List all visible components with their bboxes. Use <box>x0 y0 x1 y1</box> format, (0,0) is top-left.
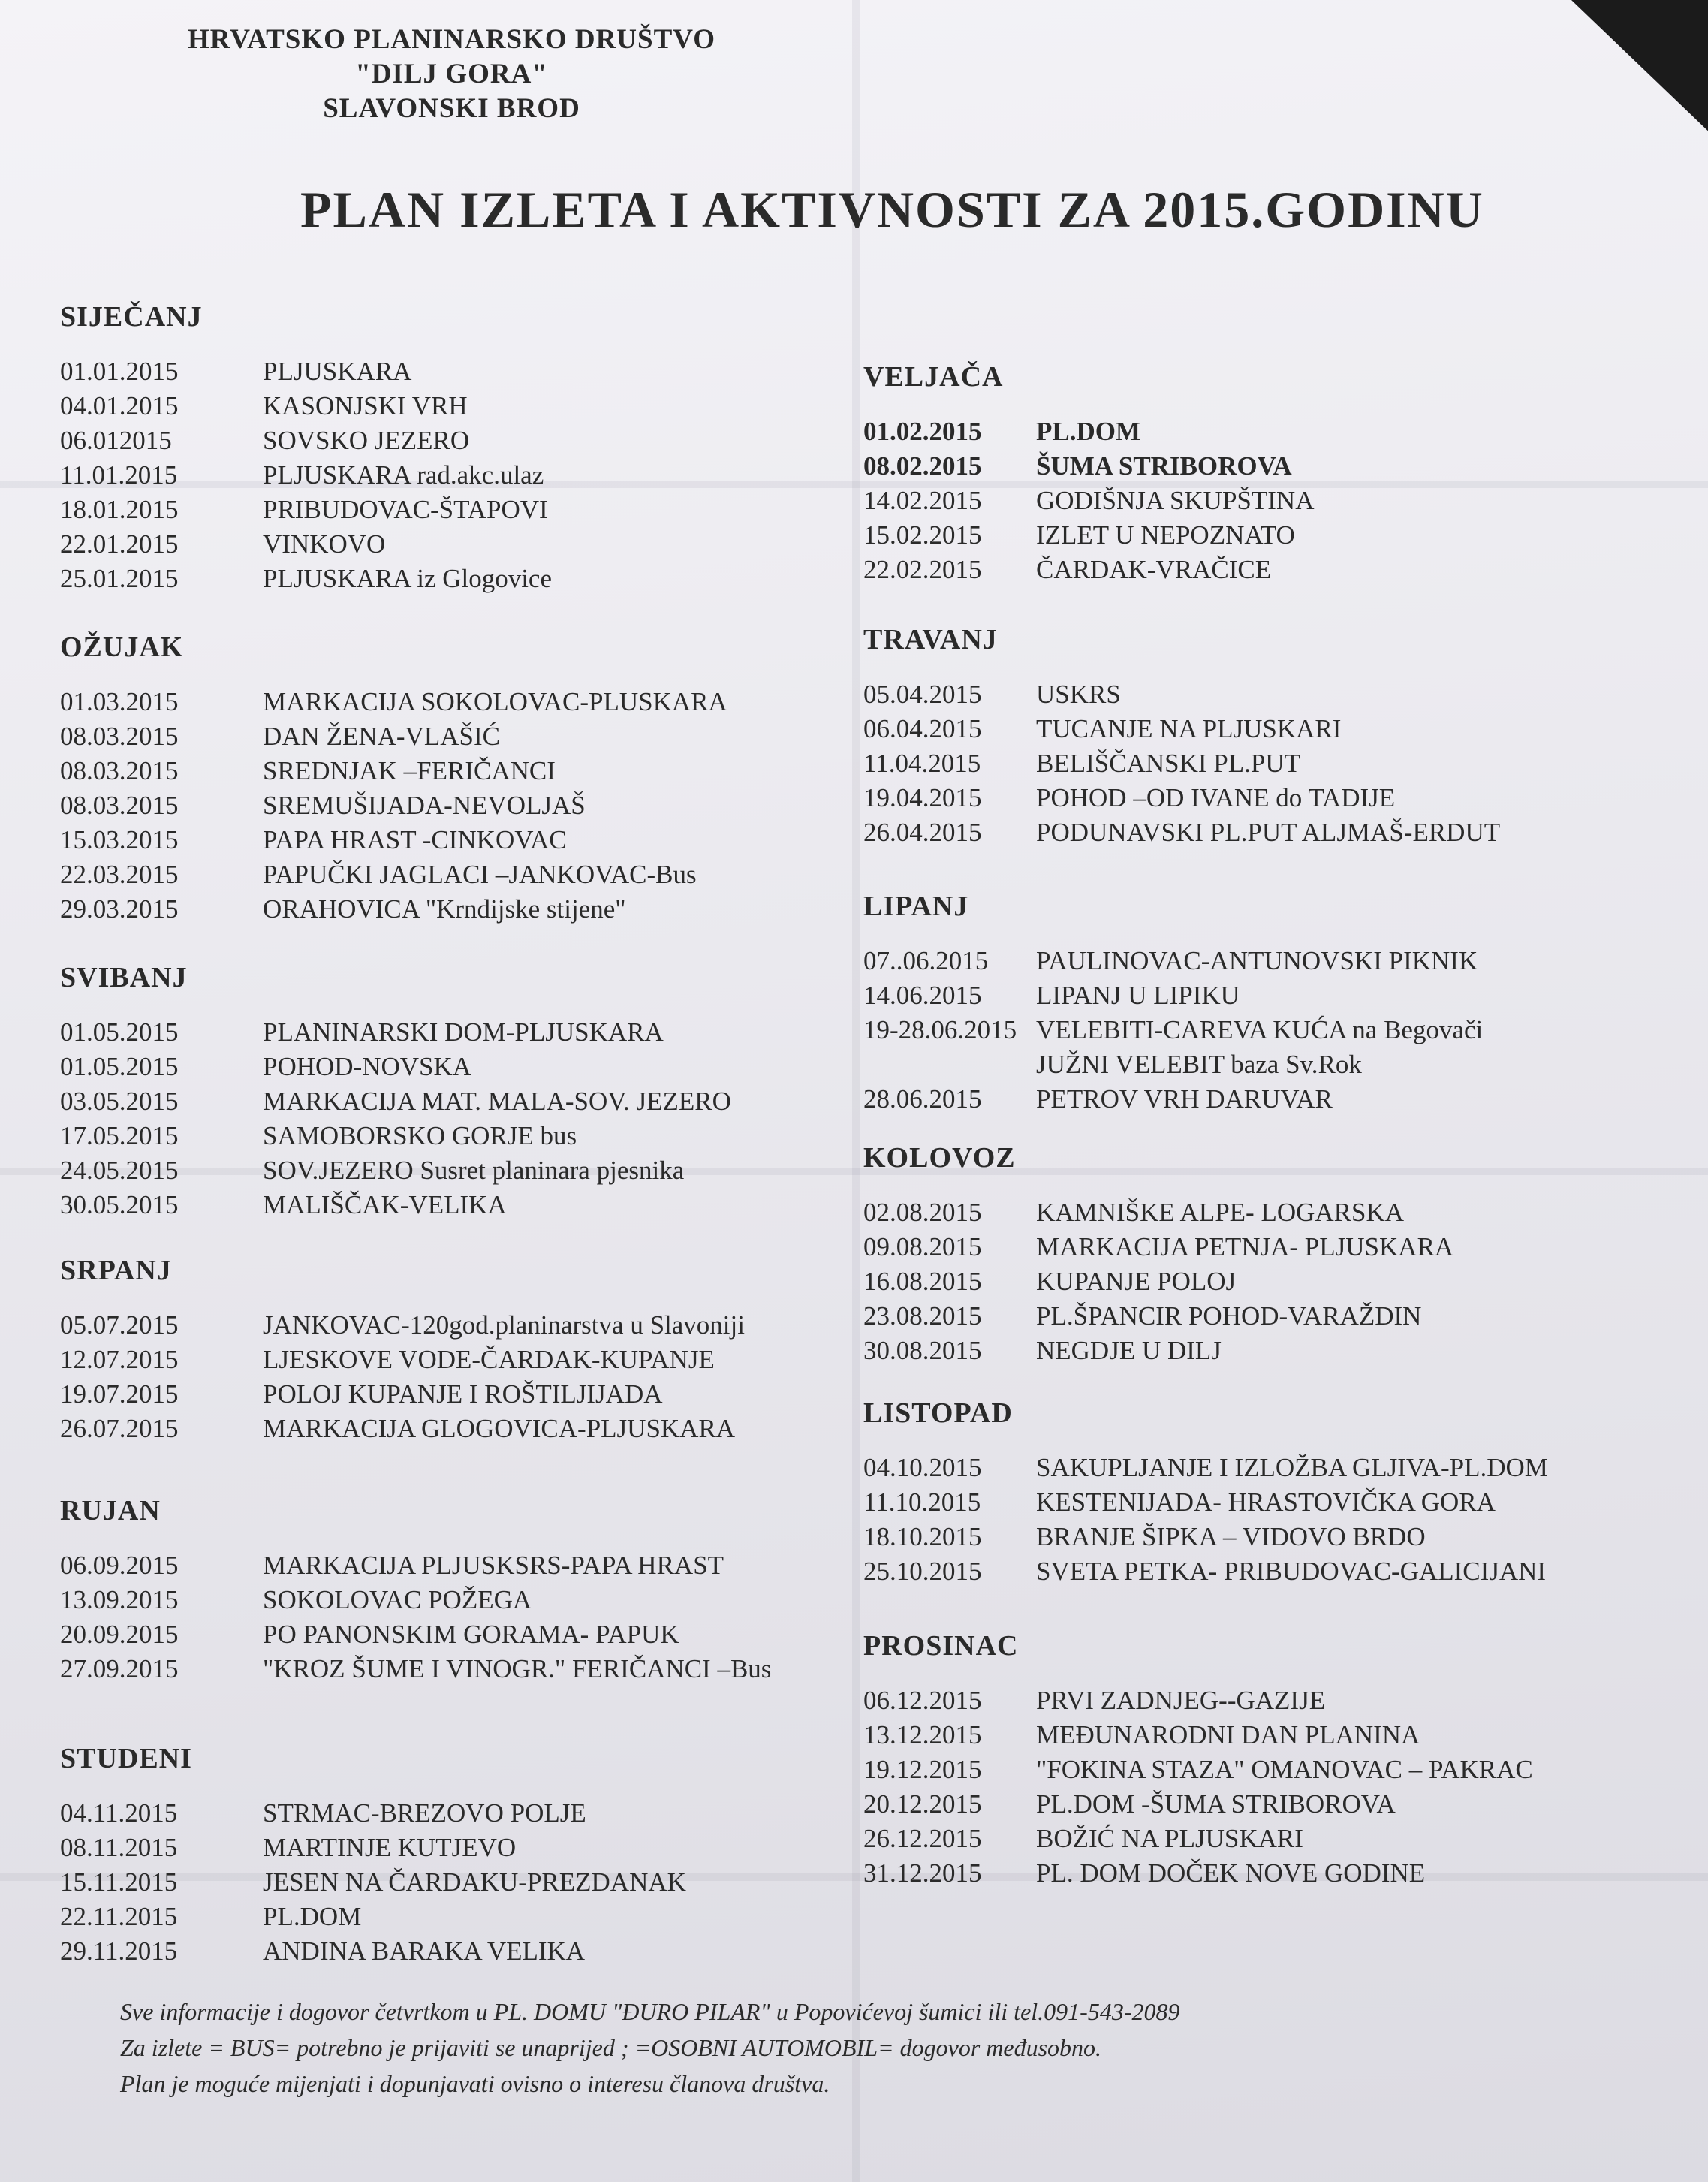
event-row <box>60 1831 686 1865</box>
event-activity: KESTENIJADA- HRASTOVIČKA GORA <box>1036 1487 1496 1517</box>
event-date: 02.08.2015 <box>863 1198 982 1227</box>
event-activity: POHOD –OD IVANE do TADIJE <box>1036 783 1396 812</box>
event-activity: VINKOVO <box>263 529 386 559</box>
event-row <box>863 1683 1533 1718</box>
month-block <box>863 890 1483 1117</box>
event-row <box>863 449 1314 484</box>
event-row <box>863 1554 1548 1589</box>
month-name: RUJAN <box>60 1495 161 1526</box>
event-date: 19-28.06.2015 <box>863 1015 1017 1044</box>
document-title: PLAN IZLETA I AKTIVNOSTI ZA 2015.GODINU <box>300 181 1484 238</box>
event-activity: MARKACIJA MAT. MALA-SOV. JEZERO <box>263 1086 731 1116</box>
event-row <box>60 389 552 423</box>
event-activity: LJESKOVE VODE-ČARDAK-KUPANJE <box>263 1345 715 1374</box>
event-row <box>60 1548 771 1583</box>
event-row <box>60 823 727 857</box>
event-activity: ŠUMA STRIBOROVA <box>1036 451 1292 481</box>
month-name: SRPANJ <box>60 1255 172 1286</box>
event-row <box>863 746 1500 781</box>
event-date: 30.05.2015 <box>60 1190 179 1219</box>
event-activity: ANDINA BARAKA VELIKA <box>263 1936 586 1966</box>
event-activity: SREMUŠIJADA-NEVOLJAŠ <box>263 791 586 820</box>
event-activity: JESEN NA ČARDAKU-PREZDANAK <box>263 1867 686 1897</box>
event-date: 05.04.2015 <box>863 680 982 709</box>
event-row <box>60 1652 771 1686</box>
event-row <box>60 719 727 754</box>
event-activity: LIPANJ U LIPIKU <box>1036 981 1240 1010</box>
event-activity: BELIŠČANSKI PL.PUT <box>1036 749 1300 778</box>
event-activity: PO PANONSKIM GORAMA- PAPUK <box>263 1620 679 1649</box>
event-date: 22.11.2015 <box>60 1902 178 1931</box>
event-activity: SAKUPLJANJE I IZLOŽBA GLJIVA-PL.DOM <box>1036 1453 1548 1482</box>
footer-line: Plan je moguće mijenjati i dopunjavati ovisno o interesu članova društva. <box>120 2070 830 2097</box>
event-activity: SOVSKO JEZERO <box>263 426 470 455</box>
event-activity: PL.DOM <box>1036 417 1141 446</box>
event-date: 08.03.2015 <box>60 756 179 785</box>
event-row <box>863 815 1500 850</box>
event-activity: MARKACIJA PLJUSKSRS-PAPA HRAST <box>263 1551 724 1580</box>
event-row <box>863 1195 1453 1230</box>
month-block <box>60 1254 745 1446</box>
event-activity: "KROZ ŠUME I VINOGR." FERIČANCI –Bus <box>263 1654 772 1683</box>
event-date: 15.03.2015 <box>60 825 179 854</box>
event-date: 07..06.2015 <box>863 946 989 975</box>
event-row <box>863 1787 1533 1822</box>
event-date: 05.07.2015 <box>60 1310 179 1340</box>
event-date: 22.02.2015 <box>863 555 982 584</box>
event-row <box>60 892 727 927</box>
event-activity: SOKOLOVAC POŽEGA <box>263 1585 532 1614</box>
event-row <box>863 1718 1533 1753</box>
event-activity: MALIŠČAK-VELIKA <box>263 1190 507 1219</box>
event-row <box>60 1900 686 1934</box>
event-date: 13.09.2015 <box>60 1585 179 1614</box>
event-activity: PAPA HRAST -CINKOVAC <box>263 825 567 854</box>
month-name: KOLOVOZ <box>863 1142 1016 1174</box>
event-row <box>863 781 1500 815</box>
month-name: OŽUJAK <box>60 631 184 663</box>
event-row <box>863 1299 1453 1334</box>
event-date: 06.09.2015 <box>60 1551 179 1580</box>
event-row <box>60 1343 745 1377</box>
event-date: 06.12.2015 <box>863 1686 982 1715</box>
month-name: PROSINAC <box>863 1630 1019 1662</box>
event-activity: MARKACIJA GLOGOVICA-PLJUSKARA <box>263 1414 736 1443</box>
event-row <box>60 1412 745 1446</box>
event-row <box>863 1047 1483 1082</box>
event-row <box>863 978 1483 1013</box>
event-activity: NEGDJE U DILJ <box>1036 1336 1222 1365</box>
event-row <box>60 1308 745 1343</box>
event-activity: PLJUSKARA iz Glogovice <box>263 564 552 593</box>
event-row <box>863 1264 1453 1299</box>
footer-line: Sve informacije i dogovor četvrtkom u PL. DOMU "ĐURO PILAR" u Popovićevoj šumici ili tel.091-543-2089 <box>120 1998 1180 2025</box>
event-row <box>863 1520 1548 1554</box>
event-activity: STRMAC-BREZOVO POLJE <box>263 1798 586 1828</box>
event-date: 14.06.2015 <box>863 981 982 1010</box>
event-date: 22.01.2015 <box>60 529 179 559</box>
month-name: LIPANJ <box>863 891 969 922</box>
event-row <box>863 553 1314 587</box>
event-activity: PRVI ZADNJEG--GAZIJE <box>1036 1686 1326 1715</box>
event-row <box>60 685 727 719</box>
event-date <box>863 1047 1036 1082</box>
event-activity: PL. DOM DOČEK NOVE GODINE <box>1036 1858 1426 1888</box>
event-activity: KUPANJE POLOJ <box>1036 1267 1237 1296</box>
event-activity: BRANJE ŠIPKA – VIDOVO BRDO <box>1036 1522 1426 1551</box>
event-date: 20.12.2015 <box>863 1789 982 1819</box>
event-date: 08.02.2015 <box>863 451 982 481</box>
month-name: SVIBANJ <box>60 962 188 993</box>
event-date: 06.012015 <box>60 426 172 455</box>
event-activity: PAULINOVAC-ANTUNOVSKI PIKNIK <box>1036 946 1478 975</box>
event-row <box>60 1119 731 1153</box>
event-date: 20.09.2015 <box>60 1620 179 1649</box>
event-row <box>863 712 1500 746</box>
event-row <box>60 1153 731 1188</box>
event-date: 28.06.2015 <box>863 1084 982 1114</box>
month-name: LISTOPAD <box>863 1397 1013 1429</box>
event-date: 11.10.2015 <box>863 1487 981 1517</box>
event-date: 09.08.2015 <box>863 1232 982 1261</box>
event-date: 15.11.2015 <box>60 1867 178 1897</box>
event-date: 22.03.2015 <box>60 860 179 889</box>
event-row <box>863 944 1483 978</box>
event-date: 04.01.2015 <box>60 391 179 420</box>
event-date: 18.10.2015 <box>863 1522 982 1551</box>
month-name: TRAVANJ <box>863 624 998 656</box>
event-date: 16.08.2015 <box>863 1267 982 1296</box>
club-name-line2: "DILJ GORA" <box>355 59 548 89</box>
event-date: 03.05.2015 <box>60 1086 179 1116</box>
month-block <box>863 360 1314 587</box>
event-row <box>863 1485 1548 1520</box>
event-date: 11.04.2015 <box>863 749 981 778</box>
event-activity: PODUNAVSKI PL.PUT ALJMAŠ-ERDUT <box>1036 818 1501 847</box>
event-date: 08.11.2015 <box>60 1833 178 1862</box>
event-activity: MARTINJE KUTJEVO <box>263 1833 517 1862</box>
month-block <box>60 300 552 596</box>
event-row <box>60 754 727 788</box>
event-row <box>60 1796 686 1831</box>
event-row <box>60 354 552 389</box>
event-activity: SOV.JEZERO Susret planinara pjesnika <box>263 1156 685 1185</box>
event-activity: ČARDAK-VRAČICE <box>1036 555 1272 584</box>
event-date: 31.12.2015 <box>863 1858 982 1888</box>
event-date: 27.09.2015 <box>60 1654 179 1683</box>
event-row <box>60 527 552 562</box>
event-date: 14.02.2015 <box>863 486 982 515</box>
event-activity: MEĐUNARODNI DAN PLANINA <box>1036 1720 1420 1750</box>
event-row <box>863 1753 1533 1787</box>
footer-line: Za izlete = BUS= potrebno je prijaviti se unaprijed ; =OSOBNI AUTOMOBIL= dogovor međusobno. <box>120 2034 1102 2061</box>
event-date: 18.01.2015 <box>60 495 179 524</box>
event-activity: PETROV VRH DARUVAR <box>1036 1084 1333 1114</box>
event-row <box>60 1865 686 1900</box>
event-activity: KAMNIŠKE ALPE- LOGARSKA <box>1036 1198 1405 1227</box>
event-row <box>60 788 727 823</box>
event-date: 01.02.2015 <box>863 417 982 446</box>
event-row <box>60 1934 686 1969</box>
event-date: 11.01.2015 <box>60 460 178 490</box>
event-date: 15.02.2015 <box>863 520 982 550</box>
event-activity: BOŽIĆ NA PLJUSKARI <box>1036 1824 1303 1853</box>
event-row <box>863 518 1314 553</box>
event-activity: VELEBITI-CAREVA KUĆA na Begovači <box>1036 1015 1484 1044</box>
event-activity: PLJUSKARA <box>263 357 412 386</box>
event-row <box>60 562 552 596</box>
month-block <box>60 1494 771 1686</box>
fold-line <box>852 0 860 2182</box>
event-activity: POHOD-NOVSKA <box>263 1052 472 1081</box>
event-date: 13.12.2015 <box>863 1720 982 1750</box>
event-activity: GODIŠNJA SKUPŠTINA <box>1036 486 1315 515</box>
event-date: 01.01.2015 <box>60 357 179 386</box>
event-activity: PLJUSKARA rad.akc.ulaz <box>263 460 544 490</box>
event-date: 08.03.2015 <box>60 791 179 820</box>
event-row <box>60 458 552 493</box>
event-activity: KASONJSKI VRH <box>263 391 468 420</box>
event-activity: JUŽNI VELEBIT baza Sv.Rok <box>1036 1050 1362 1079</box>
event-date: 25.01.2015 <box>60 564 179 593</box>
event-date: 29.03.2015 <box>60 894 179 924</box>
event-date: 26.07.2015 <box>60 1414 179 1443</box>
event-row <box>863 1451 1548 1485</box>
month-block <box>60 631 727 927</box>
club-name-line1: HRVATSKO PLANINARSKO DRUŠTVO <box>188 24 716 55</box>
event-date: 01.03.2015 <box>60 687 179 716</box>
event-row <box>863 1334 1453 1368</box>
event-row <box>863 1230 1453 1264</box>
event-activity: PL.DOM <box>263 1902 362 1931</box>
event-row <box>863 677 1500 712</box>
footer-notes <box>120 1994 1179 2102</box>
event-row <box>60 423 552 458</box>
event-date: 17.05.2015 <box>60 1121 179 1150</box>
event-activity: PL.DOM -ŠUMA STRIBOROVA <box>1036 1789 1396 1819</box>
event-row <box>863 1822 1533 1856</box>
event-activity: MARKACIJA SOKOLOVAC-PLUSKARA <box>263 687 727 716</box>
month-name: SIJEČANJ <box>60 301 203 333</box>
month-name: STUDENI <box>60 1743 192 1774</box>
event-row <box>863 1013 1483 1047</box>
event-activity: SAMOBORSKO GORJE bus <box>263 1121 577 1150</box>
event-activity: PLANINARSKI DOM-PLJUSKARA <box>263 1017 664 1047</box>
event-row <box>863 1856 1533 1891</box>
event-activity: SVETA PETKA- PRIBUDOVAC-GALICIJANI <box>1036 1557 1547 1586</box>
month-block <box>60 961 731 1222</box>
event-activity: MARKACIJA PETNJA- PLJUSKARA <box>1036 1232 1454 1261</box>
event-activity: POLOJ KUPANJE I ROŠTILJIJADA <box>263 1379 663 1409</box>
event-date: 23.08.2015 <box>863 1301 982 1331</box>
event-date: 01.05.2015 <box>60 1052 179 1081</box>
event-date: 24.05.2015 <box>60 1156 179 1185</box>
club-header <box>188 23 715 126</box>
event-row <box>60 857 727 892</box>
event-activity: PAPUČKI JAGLACI –JANKOVAC-Bus <box>263 860 697 889</box>
event-date: 19.04.2015 <box>863 783 982 812</box>
event-date: 19.07.2015 <box>60 1379 179 1409</box>
event-date: 19.12.2015 <box>863 1755 982 1784</box>
event-row <box>60 1617 771 1652</box>
event-date: 01.05.2015 <box>60 1017 179 1047</box>
event-date: 30.08.2015 <box>863 1336 982 1365</box>
event-row <box>60 1583 771 1617</box>
month-block <box>863 623 1500 850</box>
event-row <box>60 1084 731 1119</box>
event-activity: USKRS <box>1036 680 1121 709</box>
event-row <box>60 1377 745 1412</box>
event-row <box>863 484 1314 518</box>
event-date: 25.10.2015 <box>863 1557 982 1586</box>
event-activity: PL.ŠPANCIR POHOD-VARAŽDIN <box>1036 1301 1422 1331</box>
month-block <box>863 1141 1453 1368</box>
event-row <box>60 1188 731 1222</box>
event-date: 08.03.2015 <box>60 722 179 751</box>
month-block <box>863 1629 1533 1891</box>
event-activity: PRIBUDOVAC-ŠTAPOVI <box>263 495 548 524</box>
club-city: SLAVONSKI BROD <box>323 93 580 124</box>
event-date: 06.04.2015 <box>863 714 982 743</box>
month-block <box>60 1742 686 1969</box>
event-date: 04.11.2015 <box>60 1798 178 1828</box>
event-date: 26.04.2015 <box>863 818 982 847</box>
event-row <box>863 1082 1483 1117</box>
event-date: 04.10.2015 <box>863 1453 982 1482</box>
event-row <box>60 1015 731 1050</box>
month-name: VELJAČA <box>863 361 1004 393</box>
event-activity: JANKOVAC-120god.planinarstva u Slavoniji <box>263 1310 745 1340</box>
event-date: 26.12.2015 <box>863 1824 982 1853</box>
event-row <box>60 1050 731 1084</box>
event-date: 29.11.2015 <box>60 1936 178 1966</box>
event-row <box>863 414 1314 449</box>
event-activity: "FOKINA STAZA" OMANOVAC – PAKRAC <box>1036 1755 1533 1784</box>
month-block <box>863 1397 1548 1589</box>
event-row <box>60 493 552 527</box>
event-activity: TUCANJE NA PLJUSKARI <box>1036 714 1342 743</box>
event-activity: ORAHOVICA "Krndijske stijene" <box>263 894 626 924</box>
event-date: 12.07.2015 <box>60 1345 179 1374</box>
event-activity: DAN ŽENA-VLAŠIĆ <box>263 722 500 751</box>
event-activity: SREDNJAK –FERIČANCI <box>263 756 556 785</box>
event-activity: IZLET U NEPOZNATO <box>1036 520 1295 550</box>
